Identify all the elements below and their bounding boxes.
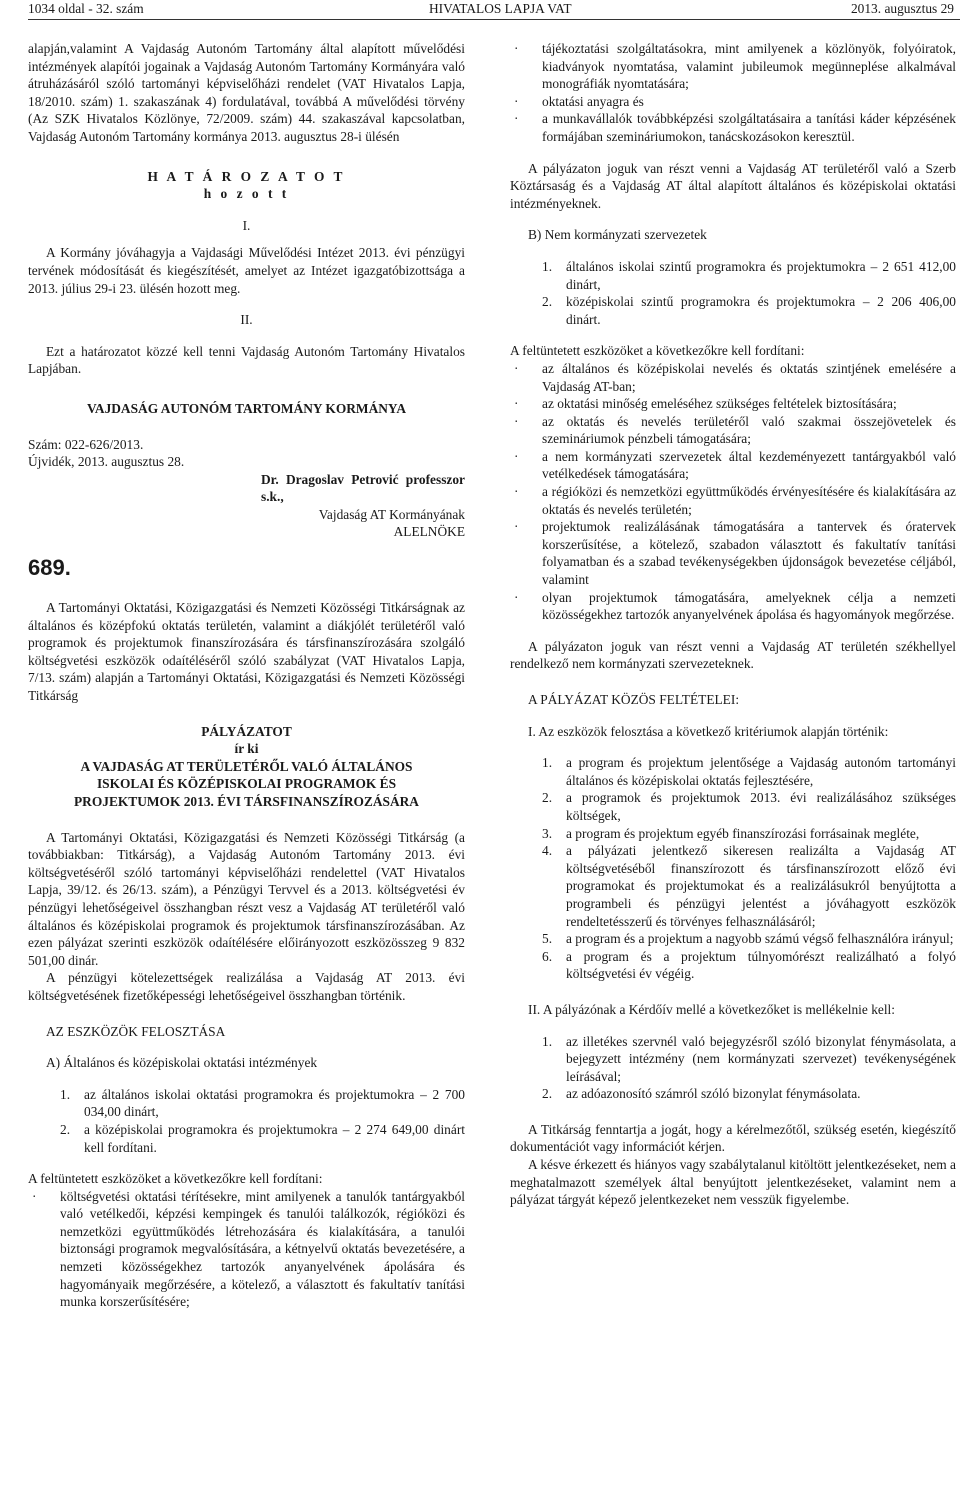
tender-intro: A Tartományi Oktatási, Közigazgatási és Nemzeti Közösségi Titkárságnak az általános és középfokú oktatás területén, valamint a diákjólét területéről való programok és projektumok finanszírozására és társfinanszírozására szolgáló költségvetési eszközök odaítéléséről szóló szabályzat (VAT Hivatalos Lapja, 7/13. szám) alapján a Tartományi Oktatási, Közigazgatási és Nemzeti Közösségi Titkárság xyxy=(28,600,465,704)
decree-number: 689. xyxy=(28,555,71,581)
decision-title: H A T Á R O Z A T O T xyxy=(147,168,346,184)
list-item: 2. középiskolai szintű programokra és projektumokra – 2 206 406,00 dinárt. xyxy=(542,294,956,327)
list-item: 6. a program és a projektum túlnyomórészt realizálható a folyó költségvetési év végéig. xyxy=(542,948,956,982)
list-item: 2. az adóazonosító számról szóló bizonylat fénymásolata. xyxy=(542,1086,861,1102)
usage-list-b xyxy=(510,360,956,624)
right-column xyxy=(510,40,956,1209)
usage-heading-a: A feltüntetett eszközöket a következőkre kell fordítani: xyxy=(28,1171,323,1187)
criteria-list xyxy=(510,754,956,983)
header-page-number: 1034 oldal - 32. szám xyxy=(28,1,144,16)
left-column xyxy=(28,40,465,1311)
list-item: · költségvetési oktatási térítésekre, mint amilyenek a tanulók tantárgyakból való vetélkedői, képzési kempingek és tanulói találkozók, régióközi és nemzetközi együttműködés létrehozására és kialakítására, a tanulói biztonsági programok megvalósítására, a kétnyelvű oktatás bevezetésére, a nemzeti közösségekhez tartozók anyanyelvének ápolására és hagyományaik megőrzésére, a kötelező, a választott és fakultatív tanítási munka korszerűsítésére; xyxy=(28,1188,465,1311)
header-date: 2013. augusztus 29 xyxy=(850,1,954,16)
list-item: 2. a középiskolai programokra és projektumokra – 2 274 649,00 dinárt kell fordítani. xyxy=(60,1121,465,1155)
section-a-heading: A) Általános és középiskolai oktatási intézmények xyxy=(46,1055,318,1071)
list-item: · oktatási anyagra és xyxy=(510,93,956,111)
header-rule xyxy=(28,19,960,20)
tender-heading-line-1: A VAJDASÁG AT TERÜLETÉRŐL VALÓ ÁLTALÁNOS xyxy=(80,758,413,774)
list-item: 1. az általános iskolai oktatási programokra és projektumokra – 2 700 034,00 dinárt, xyxy=(60,1086,465,1120)
list-item: 3. a program és projektum egyéb finanszírozási forrásainak megléte, xyxy=(542,825,920,841)
closing-para-1: A Titkárság fenntartja a jogát, hogy a kérelmezőtől, szükség esetén, kiegészítő dokumentációt vagy információt kérjen. xyxy=(510,1121,956,1155)
list-item: · az oktatás és nevelés területéről való szakmai összejövetelek és szemináriumok pénzbeli támogatására; xyxy=(510,413,956,448)
decision-intro: alapján,valamint A Vajdaság Autonóm Tartomány által alapított művelődési intézmények alapítói jogainak a Vajdaság Autonóm Tartomány Kormányára való átruházásáról szóló tartományi képviselőházi rendelet (VAT Hivatalos Lapja, 18/2010. szám) 1. szakaszának 4) fordulatával, továbbá A művelődési törvény (Az SZK Hivatalos Közlönye, 72/2009. szám) 44. szakaszával kapcsolatban, Vajdaság Autonóm Tartomány kormánya 2013. augusztus 28-i ülésén xyxy=(28,41,465,144)
tender-heading-line-3: PROJEKTUMOK 2013. ÉVI TÁRSFINANSZÍROZÁSÁRA xyxy=(74,794,419,809)
signature-block xyxy=(28,471,465,541)
list-item: 2. a programok és projektumok 2013. évi realizálásához szükséges költségek, xyxy=(542,790,956,823)
signer-name: Dr. Dragoslav Petrović professzor s.k., xyxy=(261,471,465,505)
decision-para-2: Ezt a határozatot közzé kell tenni Vajdaság Autonóm Tartomány Hivatalos Lapjában. xyxy=(28,343,465,377)
government-title: VAJDASÁG AUTONÓM TARTOMÁNY KORMÁNYA xyxy=(86,400,407,416)
tender-para-2: A pénzügyi kötelezettségek realizálása a Vajdaság AT 2013. évi költségvetésének fizetőképességi lehetőségeivel összhangban történik. xyxy=(28,970,465,1003)
decision-subtitle: h o z o t t xyxy=(203,186,290,202)
tender-para-1: A Tartományi Oktatási, Közigazgatási és Nemzeti Közösségi Titkárság (a továbbiakban: Titkárság), a Vajdaság Autonóm Tartomány 2013. évi költségvetéséről szóló tartományi képviselőházi rendelettel (VAT Hivatalos Lapja, 39/12. és 26/13. szám), a Pénzügyi Tervvel és a 2013. költségvetési év pénzügyi lehetőségeivel összhangban részt vesz a Vajdaság AT területéről való általános és középiskolai programok és projektumok társfinanszírozásában. Az ezen pályázat szerinti eszközök odaítélésére előirányozott eszközösszeg 9 832 501,00 dinár. xyxy=(28,829,465,968)
tender-title: PÁLYÁZATOT xyxy=(201,723,292,739)
list-item: 5. a program és a projektum a nagyobb számú végső felhasználóra irányul; xyxy=(542,931,954,947)
list-item: · az általános és középiskolai nevelés és oktatás szintjének emelésére a Vajdaság AT-ban; xyxy=(510,360,956,395)
list-item: · a munkavállalók továbbképzési szolgáltatásaira a tanítási káder képzésének formájában szemináriumokon, tanácskozásokon keresztül. xyxy=(510,110,956,145)
list-item: · olyan projektumok támogatására, amelyeknek célja a nemzeti közösségekhez tartozók anyanyelvének ápolása és hagyományok megőrzése. xyxy=(510,589,956,624)
tender-heading-line-2: ISKOLAI ÉS KÖZÉPISKOLAI PROGRAMOK ÉS xyxy=(96,776,397,792)
section-roman-1: I. xyxy=(242,217,251,233)
usage-list-a-continued xyxy=(510,40,956,146)
eligibility-a: A pályázaton joguk van részt venni a Vajdaság AT területéről való a Szerb Köztársaság és a Vajdaság AT által alapított általános és középiskolai oktatási intézményeknek. xyxy=(510,160,956,211)
section-b-list xyxy=(510,258,956,328)
section-a-list xyxy=(28,1086,465,1156)
usage-heading-b: A feltüntetett eszközöket a következőkre kell fordítani: xyxy=(510,343,805,359)
eligibility-b: A pályázaton joguk van részt venni a Vajdaság AT területén székhellyel rendelkező nem kormányzati szervezeteknek. xyxy=(510,638,956,672)
list-item: 1. a program és projektum jelentősége a Vajdaság autonóm tartományi általános és középiskolai oktatás fejlesztésére, xyxy=(542,755,956,788)
list-item: 1. az illetékes szervnél való bejegyzésről szóló bizonylat fénymásolata, a bejegyzett intézmény (nem kormányzati szervezet) tevékenységének leírásával; xyxy=(542,1033,956,1084)
allocation-heading: AZ ESZKÖZÖK FELOSZTÁSA xyxy=(46,1023,226,1039)
list-item: · az oktatási minőség emeléséhez szükséges feltételek biztosítására; xyxy=(510,395,956,413)
attachments-list xyxy=(510,1033,956,1103)
tender-subtitle: ír ki xyxy=(234,741,259,757)
decision-para-1: A Kormány jóváhagyja a Vajdasági Művelődési Intézet 2013. évi pénzügyi tervének módosítását és kiegészítését, amelyet az Intézet igazgatóbizottsága a 2013. július 29-i 23. ülésén hozott meg. xyxy=(28,245,465,296)
place-and-date: Újvidék, 2013. augusztus 28. xyxy=(28,454,185,470)
signer-title: ALELNÖKE xyxy=(393,524,465,540)
signer-role: Vajdaság AT Kormányának xyxy=(318,506,465,522)
closing-para-2: A késve érkezett és hiányos vagy szabálytalanul kitöltött jelentkezéseket, nem a meghatalmazott személyek által benyújtott jelentkezéseket, valamint nem a pályázat tárgyát képező jelentkezeket nem vesszük figyelembe. xyxy=(510,1157,956,1208)
attachments-heading: II. A pályázónak a Kérdőív mellé a következőket is mellékelnie kell: xyxy=(528,1001,895,1017)
list-item: · a régióközi és nemzetközi együttműködés érvényesítésére és kialakítására az oktatás és nevelés területén; xyxy=(510,483,956,518)
list-item: · projektumok realizálásának támogatására a tantervek és óratervek korszerűsítése, a kötelező, szabadon választott és fakultatív tanítási folyamatban és a szabad tevékenységekben újdonságok bevezetése céljából, valamint xyxy=(510,518,956,588)
page-header xyxy=(0,0,960,22)
list-item: 1. általános iskolai szintű programokra és projektumokra – 2 651 412,00 dinárt, xyxy=(542,258,956,292)
common-conditions-heading: A PÁLYÁZAT KÖZÖS FELTÉTELEI: xyxy=(528,692,740,707)
list-item: 4. a pályázati jelentkező sikeresen realizálta a Vajdaság AT költségvetéséből finanszírozott és társfinanszírozott előző évi programokat és projektumokat és a realizálásukról benyújtotta a programbeli és pénzügyi jelentést a jóváhagyott eszközök rendeltetésszerű és törvényes felhasználásáról; xyxy=(542,843,956,929)
list-item: · tájékoztatási szolgáltatásokra, mint amilyenek a közlönyök, folyóiratok, kiadványok nyomtatása, valamint jubileumok megünneplése alkalmával monográfiák nyomtatására; xyxy=(510,40,956,93)
usage-list-a xyxy=(28,1188,465,1311)
document-number: Szám: 022-626/2013. xyxy=(28,436,144,452)
list-item: · a nem kormányzati szervezetek által kezdeményezett tantárgyakból való vetélkedések támogatására; xyxy=(510,448,956,483)
section-roman-2: II. xyxy=(240,312,253,328)
section-b-heading: B) Nem kormányzati szervezetek xyxy=(528,227,707,243)
criteria-heading: I. Az eszközök felosztása a következő kritériumok alapján történik: xyxy=(528,723,889,739)
header-publication: HIVATALOS LAPJA VAT xyxy=(429,1,572,16)
